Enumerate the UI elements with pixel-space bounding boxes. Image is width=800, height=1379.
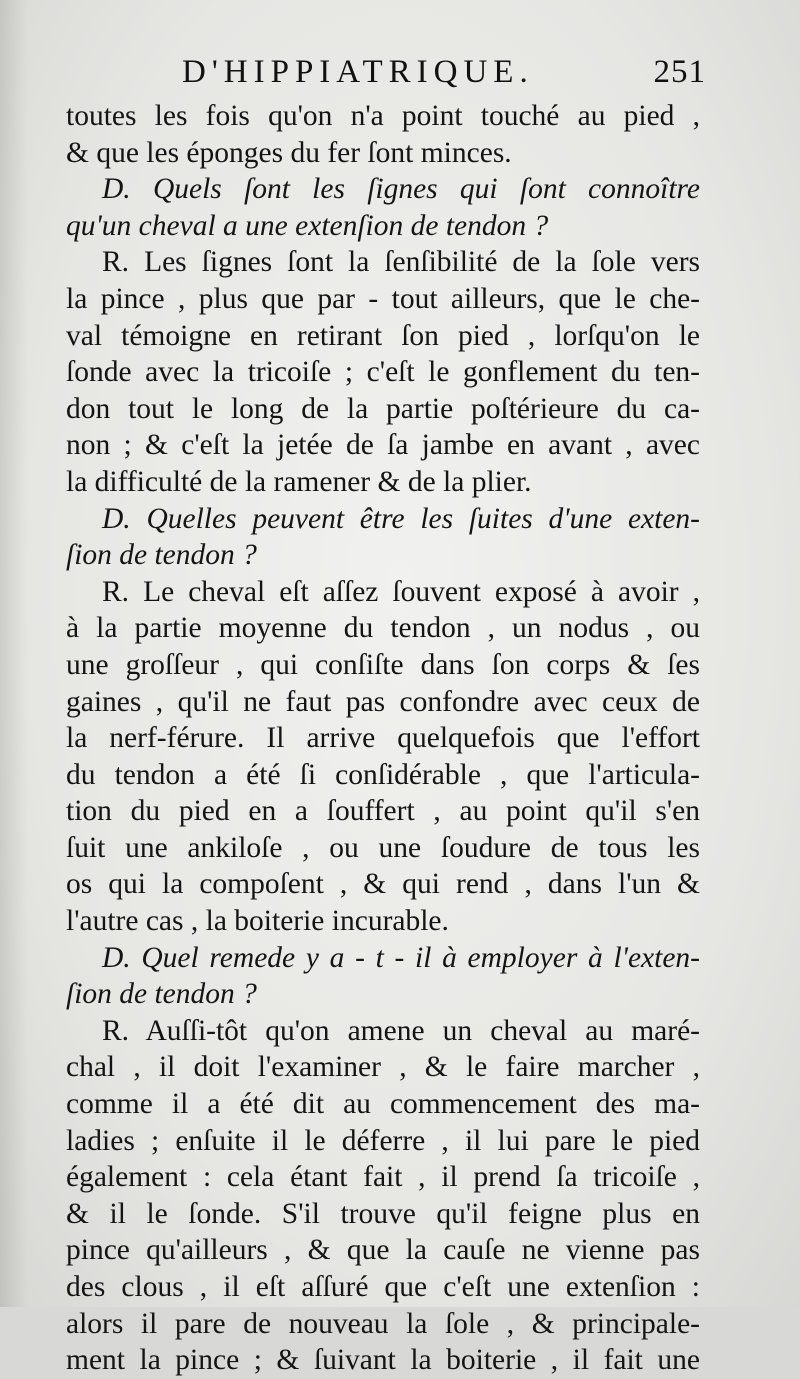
text-line: os qui la compoſent , & qui rend , dans l'un & bbox=[66, 868, 700, 901]
text-line: gaines , qu'il ne faut pas confondre avec ceux de bbox=[66, 685, 700, 718]
text-line: également : cela étant fait , il prend ſa tricoiſe , bbox=[66, 1161, 700, 1194]
text-line: la pince , plus que par - tout ailleurs, que le che- bbox=[66, 282, 700, 315]
question-line: D. Quels ſont les ſignes qui ſont connoître bbox=[102, 173, 700, 206]
question-line: ſion de tendon ? bbox=[66, 978, 257, 1011]
text-line: ment la pince ; & ſuivant la boiterie , il fait une bbox=[66, 1344, 700, 1377]
body-text bbox=[66, 98, 700, 1379]
text-line: des clous , il eſt aſſuré que c'eſt une extenſion : bbox=[66, 1271, 700, 1303]
text-line: à la partie moyenne du tendon , un nodus , ou bbox=[66, 612, 700, 645]
text-line: val témoigne en retirant ſon pied , lorſqu'on le bbox=[66, 319, 700, 352]
text-line: la difficulté de la ramener & de la plier. bbox=[66, 465, 532, 498]
question-line: qu'un cheval a une extenſion de tendon ? bbox=[66, 209, 549, 242]
text-line: ſuit une ankiloſe , ou une ſoudure de tous les bbox=[66, 831, 700, 864]
text-line: alors il pare de nouveau la ſole , & principale- bbox=[66, 1307, 700, 1340]
text-line: & que les éponges du fer ſont minces. bbox=[66, 136, 512, 169]
text-line: ladies ; enſuite il le déferre , il lui pare le pied bbox=[66, 1124, 700, 1157]
page-header bbox=[182, 54, 706, 98]
text-line: du tendon a été ſi conſidérable , que l'articula- bbox=[66, 758, 700, 791]
text-line: chal , il doit l'examiner , & le faire marcher , bbox=[66, 1051, 700, 1084]
text-line: pince qu'ailleurs , & que la cauſe ne vienne pas bbox=[66, 1234, 700, 1267]
text-line: don tout le long de la partie poſtérieure du ca- bbox=[66, 392, 700, 425]
answer-line: R. Auſſi-tôt qu'on amene un cheval au maré- bbox=[102, 1014, 700, 1047]
text-line: la nerf-férure. Il arrive quelquefois que l'effort bbox=[66, 722, 700, 755]
text-line: une groſſeur , qui conſiſte dans ſon corps & ſes bbox=[66, 648, 700, 681]
text-line: l'autre cas , la boiterie incurable. bbox=[66, 905, 449, 938]
page-gutter-shadow bbox=[0, 0, 28, 1307]
running-title: D'HIPPIATRIQUE. bbox=[182, 54, 534, 90]
answer-line: R. Les ſignes ſont la ſenſibilité de la ſole vers bbox=[102, 246, 700, 279]
page-number: 251 bbox=[653, 54, 706, 90]
question-line: ſion de tendon ? bbox=[66, 539, 257, 572]
question-line: D. Quelles peuvent être les ſuites d'une exten- bbox=[102, 502, 700, 535]
text-line: toutes les fois qu'on n'a point touché au pied , bbox=[66, 100, 700, 132]
text-line: tion du pied en a ſouffert , au point qu'il s'en bbox=[66, 795, 700, 828]
answer-line: R. Le cheval eſt aſſez ſouvent exposé à avoir , bbox=[102, 575, 700, 608]
text-line: ſonde avec la tricoiſe ; c'eſt le gonflement du ten- bbox=[66, 356, 700, 389]
text-line: non ; & c'eſt la jetée de ſa jambe en avant , avec bbox=[66, 429, 700, 462]
question-line: D. Quel remede y a - t - il à employer à l'exten- bbox=[102, 941, 700, 974]
text-line: & il le ſonde. S'il trouve qu'il feigne plus en bbox=[66, 1197, 700, 1230]
text-line: comme il a été dit au commencement des ma- bbox=[66, 1088, 700, 1121]
